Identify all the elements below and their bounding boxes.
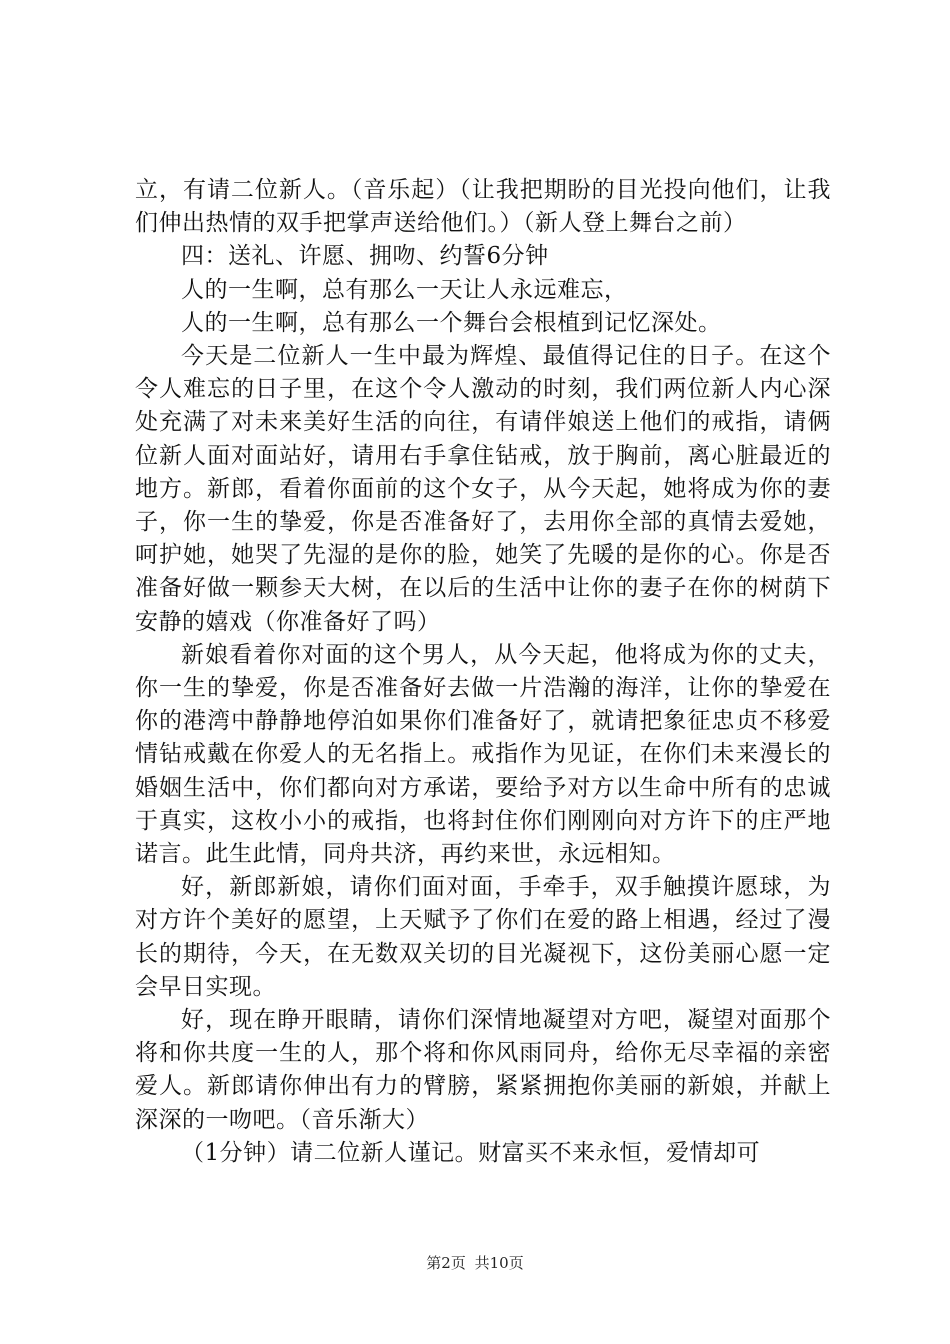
page-number: 第2页 bbox=[426, 1254, 466, 1272]
paragraph: （1分钟）请二位新人谨记。财富买不来永恒，爱情却可 bbox=[181, 1139, 761, 1166]
paragraph: 人的一生啊，总有那么一天让人永远难忘， bbox=[181, 276, 628, 303]
paragraph: 好，新郎新娘，请你们面对面，手牵手，双手触摸许愿球，为对方许个美好的愿望，上天赋予了你们在爱的路上相遇，经过了漫长的期待，今天，在无数双关切的目光凝视下，这份美丽心愿一定会早日实现。 bbox=[135, 874, 831, 1000]
paragraph: 好，现在睁开眼睛，请你们深情地凝望对方吧，凝望对面那个将和你共度一生的人，那个将和你风雨同舟，给你无尽幸福的亲密爱人。新郎请你伸出有力的臂膀，紧紧拥抱你美丽的新娘，并献上深深的一吻吧。（音乐渐大） bbox=[135, 1007, 831, 1133]
paragraph: 新娘看着你对面的这个男人，从今天起，他将成为你的丈夫，你一生的挚爱，你是否准备好去做一片浩瀚的海洋，让你的挚爱在你的港湾中静静地停泊如果你们准备好了，就请把象征忠贞不移爱情钻戒戴在你爱人的无名指上。戒指作为见证，在你们未来漫长的婚姻生活中，你们都向对方承诺，要给予对方以生命中所有的忠诚于真实，这枚小小的戒指，也将封住你们刚刚向对方许下的庄严地诺言。此生此情，同舟共济，再约来世，永远相知。 bbox=[135, 641, 831, 868]
page-footer bbox=[0, 1252, 950, 1273]
paragraph: 今天是二位新人一生中最为辉煌、最值得记住的日子。在这个令人难忘的日子里，在这个令人激动的时刻，我们两位新人内心深处充满了对未来美好生活的向往，有请伴娘送上他们的戒指，请俩位新人面对面站好，请用右手拿住钻戒，放于胸前，离心脏最近的地方。新郎，看着你面前的这个女子，从今天起，她将成为你的妻子，你一生的挚爱，你是否准备好了，去用你全部的真情去爱她，呵护她，她哭了先湿的是你的脸，她笑了先暖的是你的心。你是否准备好做一颗参天大树，在以后的生活中让你的妻子在你的树荫下安静的嬉戏（你准备好了吗） bbox=[135, 343, 831, 635]
paragraph: 人的一生啊，总有那么一个舞台会根植到记忆深处。 bbox=[181, 309, 722, 336]
paragraph: 立，有请二位新人。（音乐起）（让我把期盼的目光投向他们，让我们伸出热情的双手把掌声送给他们。）（新人登上舞台之前） bbox=[135, 177, 831, 237]
section-heading: 四：送礼、许愿、拥吻、约誓6分钟 bbox=[181, 243, 549, 270]
page-total: 共10页 bbox=[474, 1254, 524, 1272]
body-text bbox=[135, 174, 831, 1170]
